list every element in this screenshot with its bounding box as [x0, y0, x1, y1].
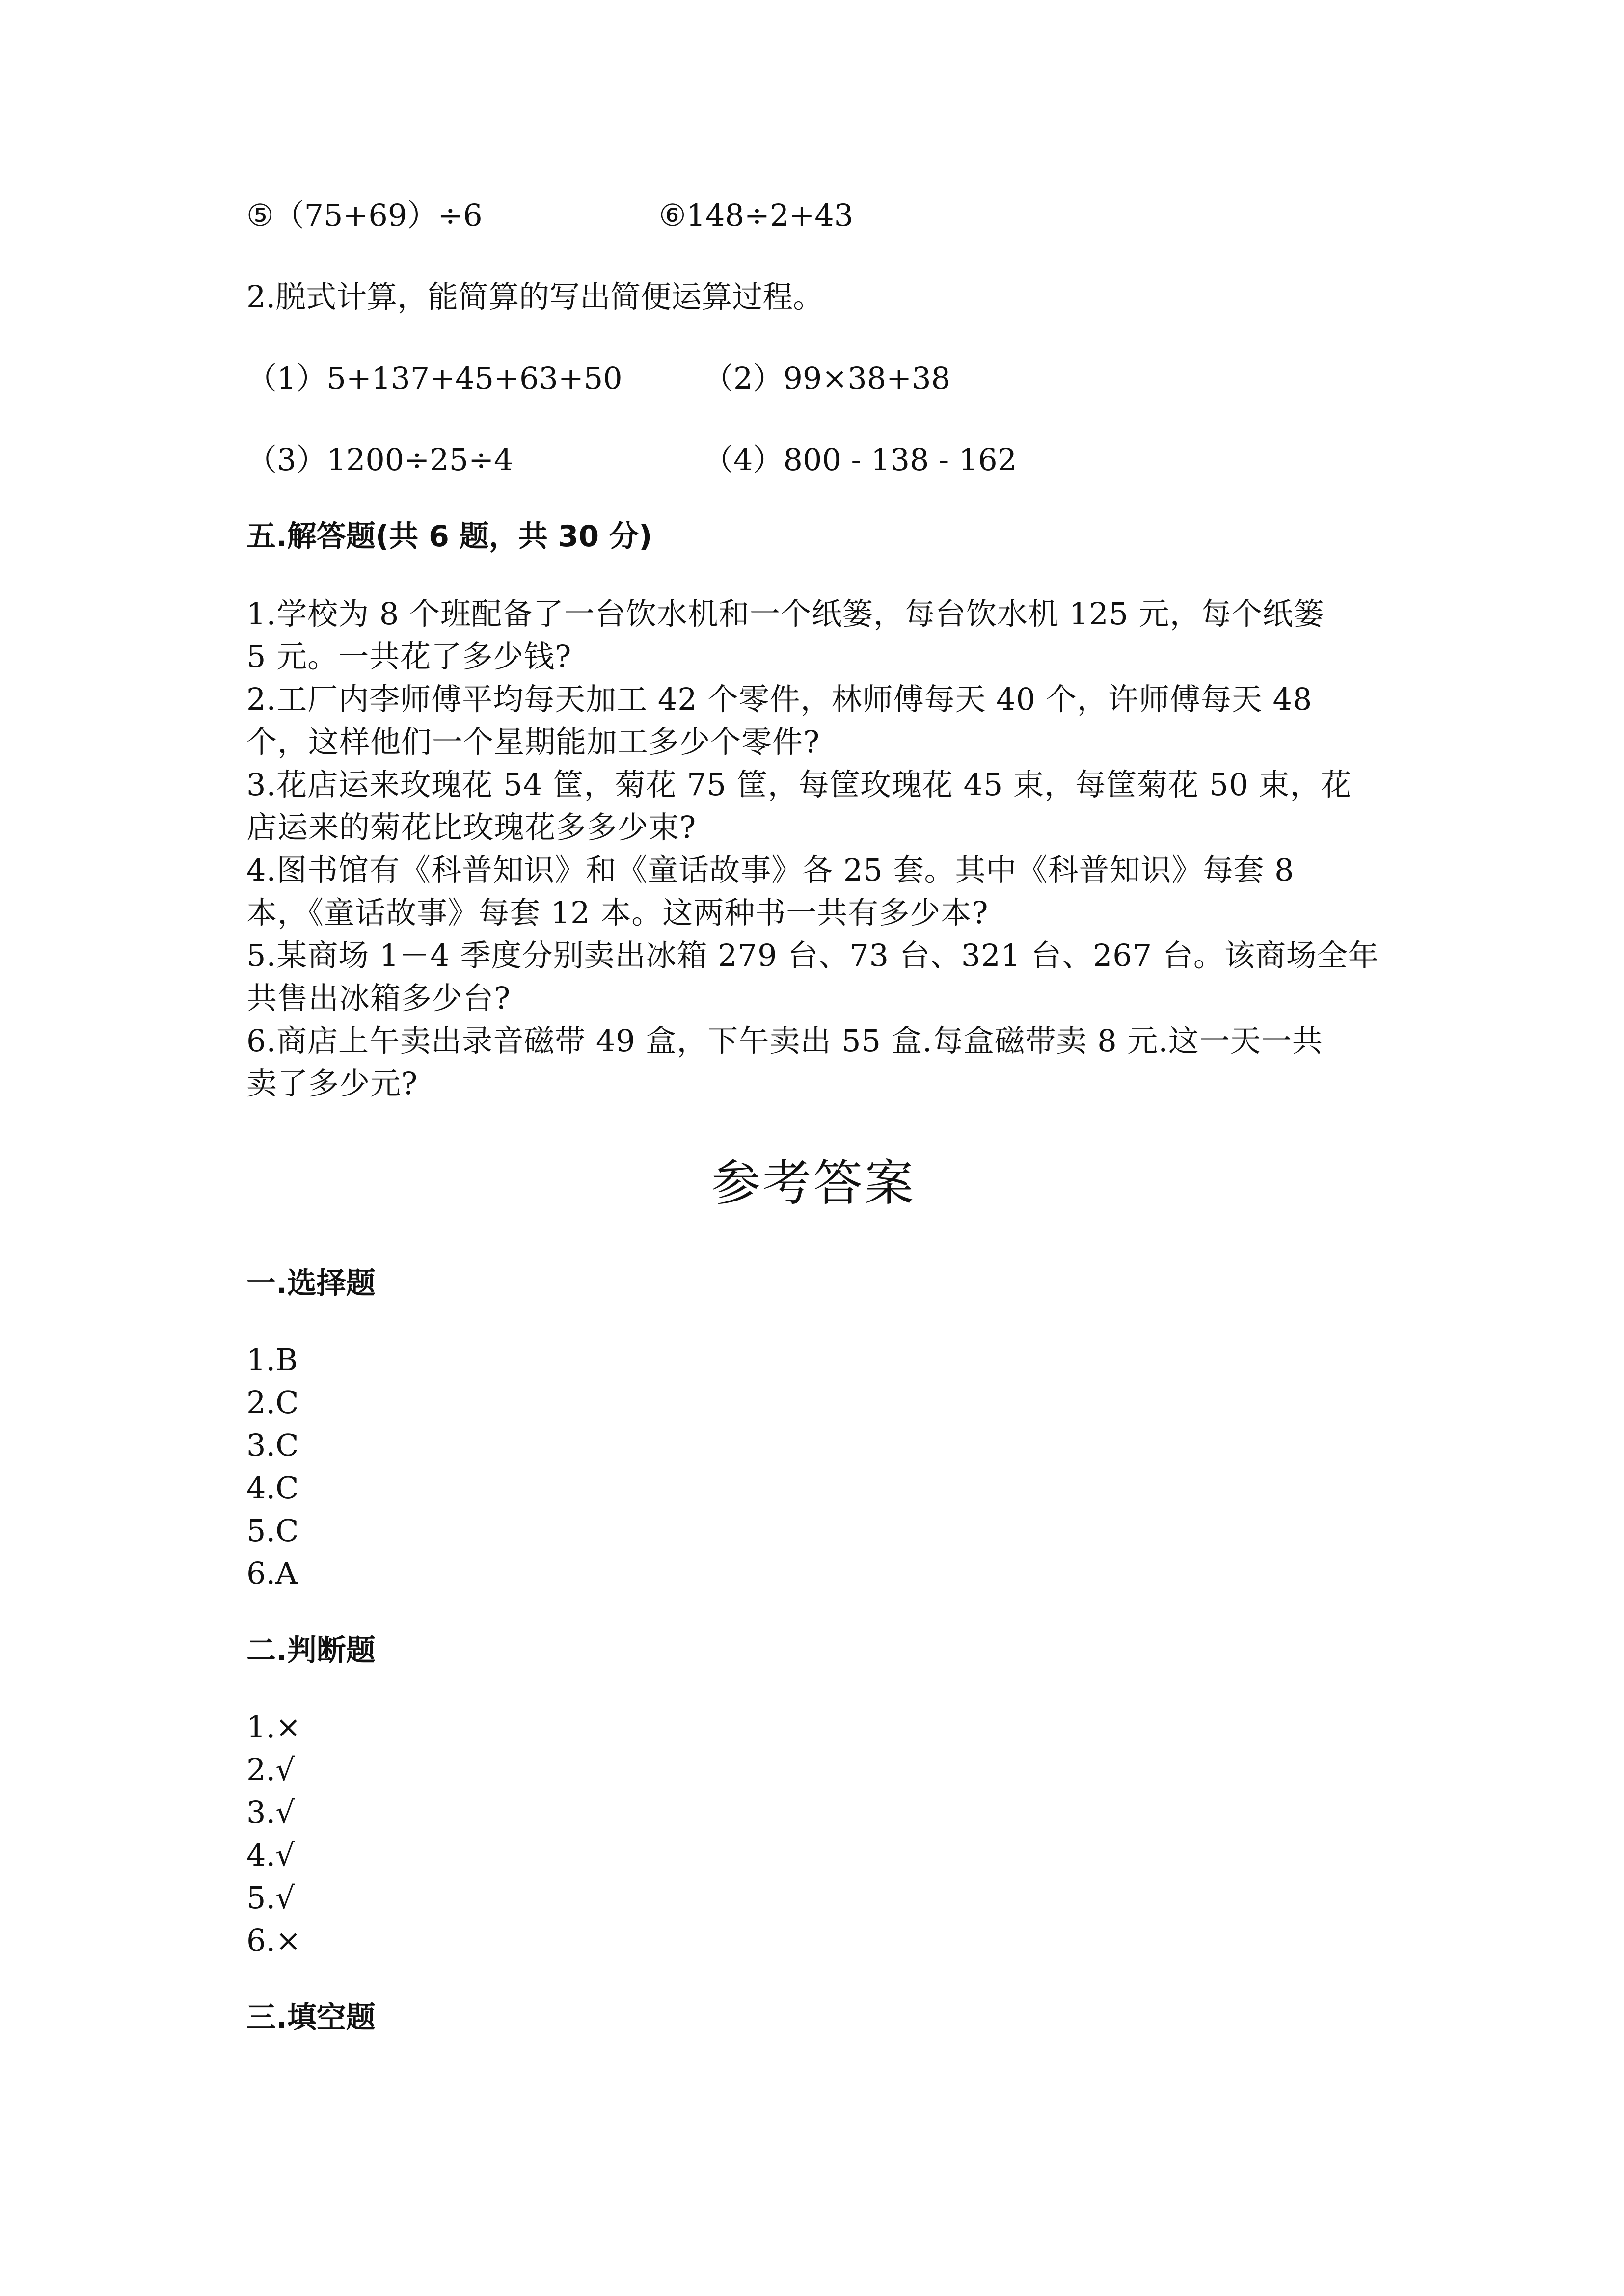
answer-item: 2.√ [246, 1752, 295, 1788]
answer-item: 6.× [246, 1922, 301, 1958]
answer-item: 6.A [246, 1555, 298, 1591]
calc-item-6: ⑥148÷2+43 [659, 197, 854, 233]
problem-item: 6.商店上午卖出录音磁带 49 盒，下午卖出 55 盒.每盒磁带卖 8 元.这一天一共 卖了多少元? [246, 1023, 1324, 1101]
answer-item: 1.× [246, 1709, 301, 1745]
page-content [246, 194, 1380, 2039]
calc-row [246, 357, 1380, 400]
answer-item: 3.√ [246, 1794, 295, 1830]
question-2-title: 2.脱式计算，能简算的写出简便运算过程。 [246, 279, 824, 315]
answer-section-heading: 二.判断题 [246, 1633, 376, 1668]
problem-item: 5.某商场 1－4 季度分别卖出冰箱 279 台、73 台、321 台、267 台。该商场全年 共售出冰箱多少台? [246, 937, 1379, 1016]
calc-row [246, 194, 1380, 237]
calc-item-2: （2）99×38+38 [703, 360, 951, 396]
calc-item-3: （3）1200÷25÷4 [246, 442, 514, 478]
answer-item: 3.C [246, 1427, 299, 1463]
problem-item: 1.学校为 8 个班配备了一台饮水机和一个纸篓，每台饮水机 125 元，每个纸篓 5 元。一共花了多少钱? [246, 596, 1325, 674]
answer-section-heading: 一.选择题 [246, 1266, 376, 1301]
answer-list [246, 1706, 1380, 1962]
answer-list [246, 1338, 1380, 1595]
answer-item: 4.C [246, 1470, 299, 1506]
calc-item-5: ⑤（75+69）÷6 [246, 197, 483, 233]
calc-row [246, 438, 1380, 481]
answer-section-heading: 三.填空题 [246, 2001, 376, 2035]
answer-key-title: 参考答案 [711, 1154, 916, 1212]
section-heading: 五.解答题(共 6 题，共 30 分) [246, 519, 652, 554]
calc-item-4: （4）800 - 138 - 162 [703, 442, 1017, 478]
problem-item: 2.工厂内李师傅平均每天加工 42 个零件，林师傅每天 40 个，许师傅每天 48 个，这样他们一个星期能加工多少个零件? [246, 681, 1313, 760]
problem-item: 4.图书馆有《科普知识》和《童话故事》各 25 套。其中《科普知识》每套 8 本，《童话故事》每套 12 本。这两种书一共有多少本? [246, 852, 1295, 931]
answer-item: 4.√ [246, 1837, 295, 1873]
problem-list [246, 592, 1380, 1105]
problem-item: 3.花店运来玫瑰花 54 筐，菊花 75 筐，每筐玫瑰花 45 束，每筐菊花 50 束，花 店运来的菊花比玫瑰花多多少束? [246, 767, 1352, 845]
answer-item: 5.√ [246, 1880, 295, 1916]
answer-item: 1.B [246, 1342, 298, 1378]
answer-item: 2.C [246, 1385, 299, 1420]
calc-item-1: （1）5+137+45+63+50 [246, 360, 623, 396]
answer-item: 5.C [246, 1513, 299, 1548]
